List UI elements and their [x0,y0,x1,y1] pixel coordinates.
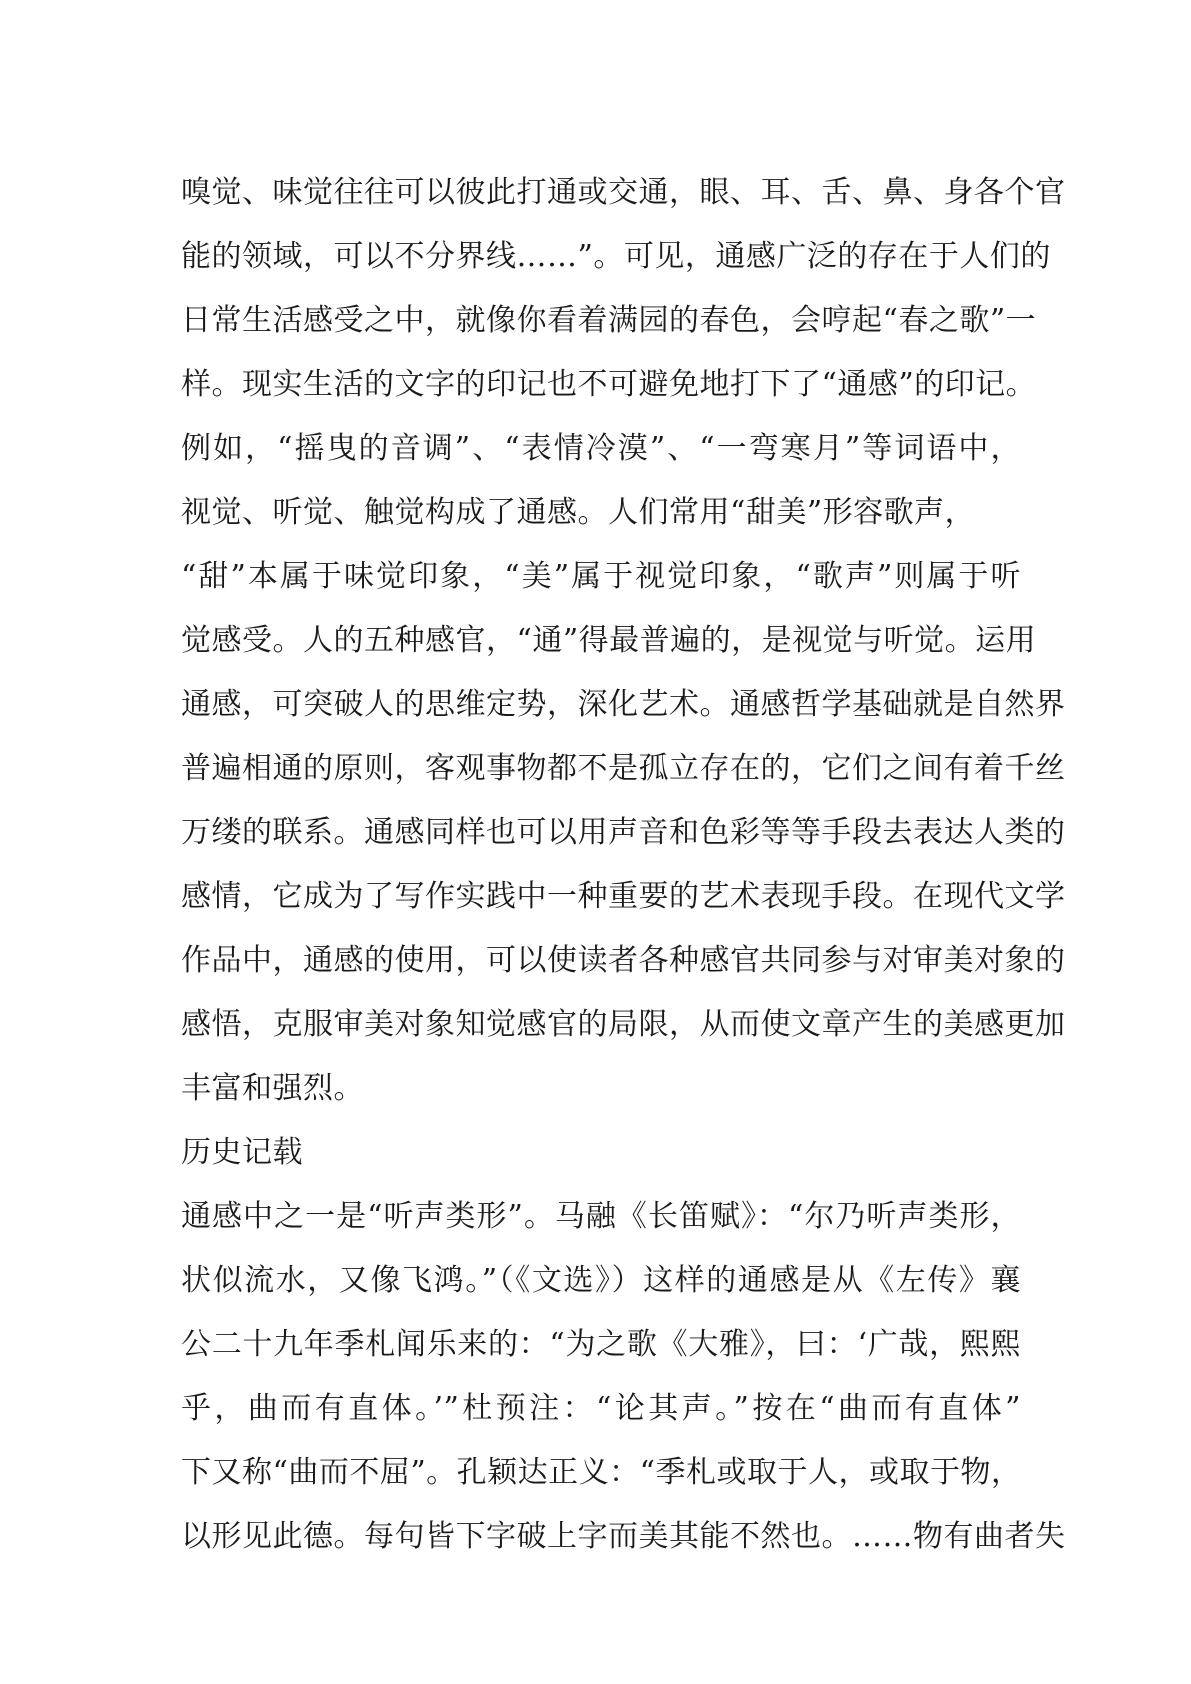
text-line: 通感中之一是“听声类形”。马融《长笛赋》：“尔乃听声类形， [181,1199,1021,1234]
paragraph-1 [181,161,1066,1121]
text-line: 嗅觉、味觉往往可以彼此打通或交通，眼、耳、舌、鼻、身各个官 [181,175,1066,210]
text-line: “甜”本属于味觉印象，“美”属于视觉印象，“歌声”则属于听 [181,559,1021,594]
text-line: 万缕的联系。通感同样也可以用声音和色彩等等手段去表达人类的 [181,815,1066,850]
text-line: 普遍相通的原则，客观事物都不是孤立存在的，它们之间有着千丝 [181,751,1066,786]
text-line: 下又称“曲而不屈”。孔颖达正义：“季札或取于人，或取于物， [181,1455,1022,1490]
text-line: 例如，“摇曳的音调”、“表情冷漠”、“一弯寒月”等词语中， [181,431,1021,466]
text-line: 感情，它成为了写作实践中一种重要的艺术表现手段。在现代文学 [181,879,1066,914]
text-line: 能的领域，可以不分界线……”。可见，通感广泛的存在于人们的 [181,239,1051,274]
text-line: 样。现实生活的文字的印记也不可避免地打下了“通感”的印记。 [181,367,1037,402]
text-line: 日常生活感受之中，就像你看着满园的春色，会哼起“春之歌”一 [181,303,1037,338]
text-line: 公二十九年季札闻乐来的：“为之歌《大雅》，曰：‘广哉，熙熙 [181,1327,1021,1362]
text-line: 作品中，通感的使用，可以使读者各种感官共同参与对审美对象的 [181,943,1066,978]
paragraph-2 [181,1185,1066,1569]
document-body [181,161,1066,1569]
text-line: 以形见此德。每句皆下字破上字而美其能不然也。……物有曲者失 [181,1519,1066,1554]
text-line: 视觉、听觉、触觉构成了通感。人们常用“甜美”形容歌声， [181,495,976,530]
text-line: 丰富和强烈。 [181,1071,364,1106]
text-line: 乎，曲而有直体。’”杜预注：“论其声。”按在“曲而有直体” [181,1391,1021,1426]
section-heading: 历史记载 [181,1135,303,1170]
text-line: 通感，可突破人的思维定势，深化艺术。通感哲学基础就是自然界 [181,687,1066,722]
text-line: 觉感受。人的五种感官，“通”得最普遍的，是视觉与听觉。运用 [181,623,1037,658]
text-line: 感悟，克服审美对象知觉感官的局限，从而使文章产生的美感更加 [181,1007,1066,1042]
text-line: 状似流水，又像飞鸿。”（《文选》）这样的通感是从《左传》襄 [181,1263,1021,1298]
